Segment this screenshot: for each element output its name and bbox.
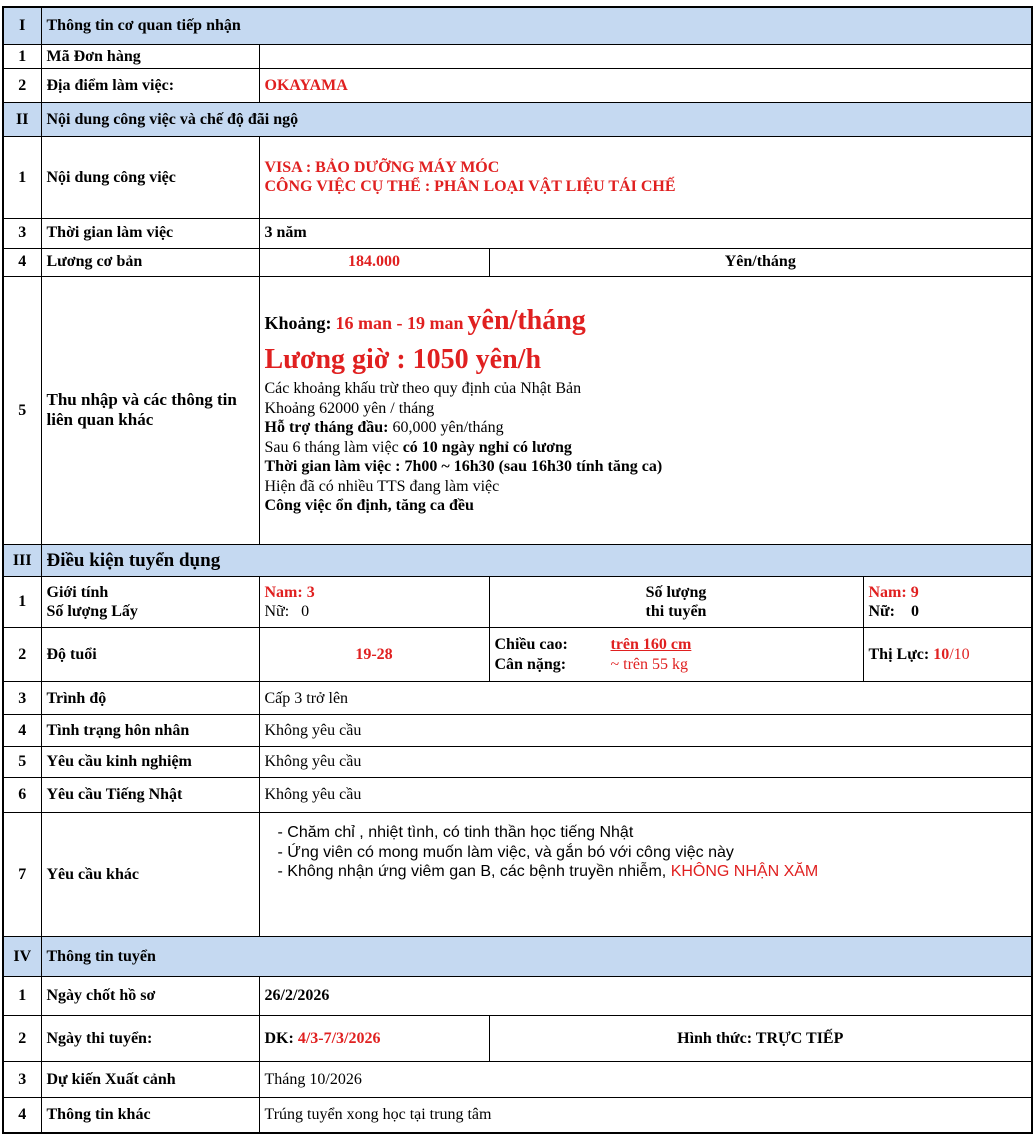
deduction-note: Các khoảng khấu trừ theo quy định của Nhật Bản: [264, 380, 582, 398]
requirement-text: - Không nhận ứng viêm gan B, các bệnh truyền nhiễm,: [277, 863, 667, 881]
row-number: 5: [3, 276, 41, 544]
deduction-amount: Khoảng 62000 yên / tháng: [264, 399, 435, 417]
gender-label-line: Giới tính: [46, 583, 109, 601]
row-label: Tình trạng hôn nhân: [41, 715, 259, 746]
table-row: [3, 682, 1032, 715]
visa-type: VISA : BẢO DƯỠNG MÁY MÓC: [264, 158, 500, 176]
row-number: 1: [3, 977, 41, 1015]
first-month-support: [265, 418, 1027, 438]
row-number: 7: [3, 813, 41, 937]
table-row: [3, 276, 1032, 544]
support-label: Hỗ trợ tháng đầu:: [264, 419, 389, 437]
income-range-unit: yên/tháng: [467, 305, 586, 337]
row-label: Dự kiến Xuất cảnh: [41, 1061, 259, 1097]
section-number: II: [3, 103, 41, 137]
exam-female: Nữ: 0: [868, 603, 919, 621]
row-number: 2: [3, 1015, 41, 1061]
row-number: 5: [3, 746, 41, 777]
income-details: [259, 276, 1032, 544]
section-number: I: [3, 7, 41, 44]
work-location-value: OKAYAMA: [259, 68, 1032, 102]
hourly-wage: Lương giờ : 1050 yên/h: [264, 344, 542, 376]
section-header-3: [3, 544, 1032, 576]
row-number: 3: [3, 682, 41, 715]
height-label: Chiều cao:: [494, 636, 568, 654]
row-label: Mã Đơn hàng: [41, 44, 259, 68]
leave-detail: có 10 ngày nghỉ có lương: [402, 438, 572, 456]
table-row: [3, 218, 1032, 248]
vision-label: Thị Lực:: [868, 645, 930, 663]
requirement-item: - Ứng viên có mong muốn làm việc, và gắn bó với công việc này: [277, 843, 734, 861]
deadline-value: 26/2/2026: [259, 977, 1032, 1015]
table-row: [3, 1015, 1032, 1061]
work-duration-value: 3 năm: [259, 218, 1032, 248]
other-info-value: Trúng tuyển xong học tại trung tâm: [259, 1098, 1032, 1134]
income-range-label: Khoảng:: [264, 313, 332, 334]
job-detail: CÔNG VIỆC CỤ THỂ : PHÂN LOẠI VẬT LIỆU TÁI CHẾ: [264, 178, 676, 196]
table-row: [3, 68, 1032, 102]
row-number: 2: [3, 628, 41, 682]
exam-male: Nam: 9: [868, 583, 919, 601]
height-line: [495, 635, 858, 655]
row-number: 3: [3, 1061, 41, 1097]
age-range-value: 19-28: [259, 628, 489, 682]
section-title: Thông tin cơ quan tiếp nhận: [41, 7, 1032, 44]
hire-male: Nam: 3: [264, 583, 315, 601]
table-row: [3, 577, 1032, 628]
section-title: Nội dung công việc và chế độ đãi ngộ: [41, 103, 1032, 137]
table-row: [3, 1098, 1032, 1134]
row-value: Không yêu cầu: [259, 746, 1032, 777]
section-header-2: [3, 103, 1032, 137]
hire-quantity: [259, 577, 489, 628]
row-label: Ngày thi tuyển:: [41, 1015, 259, 1061]
trainee-note: Hiện đã có nhiều TTS đang làm việc: [264, 477, 500, 495]
row-number: 4: [3, 1098, 41, 1134]
stable-work-note: Công việc ổn định, tăng ca đều: [264, 497, 474, 515]
exam-quantity: [863, 577, 1032, 628]
row-label: Địa điểm làm việc:: [41, 68, 259, 102]
weight-value: ~ trên 55 kg: [610, 655, 689, 673]
support-value: 60,000 yên/tháng: [392, 419, 504, 437]
income-range: [265, 305, 1027, 341]
row-label: Trình độ: [41, 682, 259, 715]
row-label: Nội dung công việc: [41, 137, 259, 218]
row-label: Thông tin khác: [41, 1098, 259, 1134]
section-header-1: [3, 7, 1032, 44]
row-number: 6: [3, 777, 41, 812]
table-row: [3, 746, 1032, 777]
eyesight: [863, 628, 1032, 682]
row-value: Không yêu cầu: [259, 715, 1032, 746]
base-salary-value: 184.000: [259, 248, 489, 276]
row-label: Yêu cầu kinh nghiệm: [41, 746, 259, 777]
exam-form-label: Hình thức:: [677, 1029, 753, 1047]
requirement-item: - Chăm chỉ , nhiệt tình, có tinh thần học tiếng Nhật: [277, 824, 634, 842]
row-label: Yêu cầu Tiếng Nhật: [41, 777, 259, 812]
requirement-item: [278, 862, 1027, 882]
section-header-4: [3, 936, 1032, 977]
table-row: [3, 628, 1032, 682]
section-number: III: [3, 544, 41, 576]
row-number: 2: [3, 68, 41, 102]
table-row: [3, 977, 1032, 1015]
no-tattoo-note: KHÔNG NHẬN XĂM: [670, 863, 819, 881]
exam-dates-value: 4/3-7/3/2026: [297, 1029, 381, 1047]
working-hours: Thời gian làm việc : 7h00 ~ 16h30 (sau 16h30 tính tăng ca): [264, 458, 663, 476]
table-row: [3, 777, 1032, 812]
table-row: [3, 248, 1032, 276]
income-range-value: 16 man - 19 man: [335, 313, 464, 334]
section-number: IV: [3, 936, 41, 977]
vision-suffix: /10: [949, 645, 970, 663]
job-description: [259, 137, 1032, 218]
vision-value: 10: [933, 645, 950, 663]
row-value: Không yêu cầu: [259, 777, 1032, 812]
paid-leave: [265, 438, 1027, 458]
order-code-value: [259, 44, 1032, 68]
table-row: [3, 137, 1032, 218]
table-row: [3, 1061, 1032, 1097]
exam-label-line2: thi tuyển: [645, 603, 707, 621]
row-number: 4: [3, 715, 41, 746]
row-label: Ngày chốt hồ sơ: [41, 977, 259, 1015]
row-value: Cấp 3 trở lên: [259, 682, 1032, 715]
exam-form-value: TRỰC TIẾP: [755, 1029, 844, 1047]
table-row: [3, 715, 1032, 746]
height-weight: [489, 628, 863, 682]
recruitment-form-table: [2, 6, 1033, 1134]
exam-form: [489, 1015, 1032, 1061]
row-number: 3: [3, 218, 41, 248]
row-number: 1: [3, 137, 41, 218]
exam-label-line1: Số lượng: [645, 583, 707, 601]
row-number: 4: [3, 248, 41, 276]
row-label: Yêu cầu khác: [41, 813, 259, 937]
hire-female: Nữ: 0: [264, 603, 310, 621]
row-number: 1: [3, 577, 41, 628]
quantity-label-line: Số lượng Lấy: [46, 603, 138, 621]
row-label: Thời gian làm việc: [41, 218, 259, 248]
table-row: [3, 44, 1032, 68]
section-title: Thông tin tuyển: [41, 936, 1032, 977]
exam-quantity-label: [489, 577, 863, 628]
departure-value: Tháng 10/2026: [259, 1061, 1032, 1097]
table-row: [3, 813, 1032, 937]
row-label: Lương cơ bản: [41, 248, 259, 276]
weight-label: Cân nặng:: [494, 655, 567, 673]
row-number: 1: [3, 44, 41, 68]
section-title: Điều kiện tuyển dụng: [41, 544, 1032, 576]
exam-dk-label: DK:: [264, 1029, 294, 1047]
exam-dates: [259, 1015, 489, 1061]
weight-line: [495, 655, 858, 675]
gender-label: [41, 577, 259, 628]
leave-prefix: Sau 6 tháng làm việc: [264, 438, 399, 456]
row-label: Thu nhập và các thông tin liên quan khác: [41, 276, 259, 544]
row-label: Độ tuổi: [41, 628, 259, 682]
height-value: trên 160 cm: [610, 636, 692, 654]
other-requirements: [259, 813, 1032, 937]
base-salary-unit: Yên/tháng: [489, 248, 1032, 276]
